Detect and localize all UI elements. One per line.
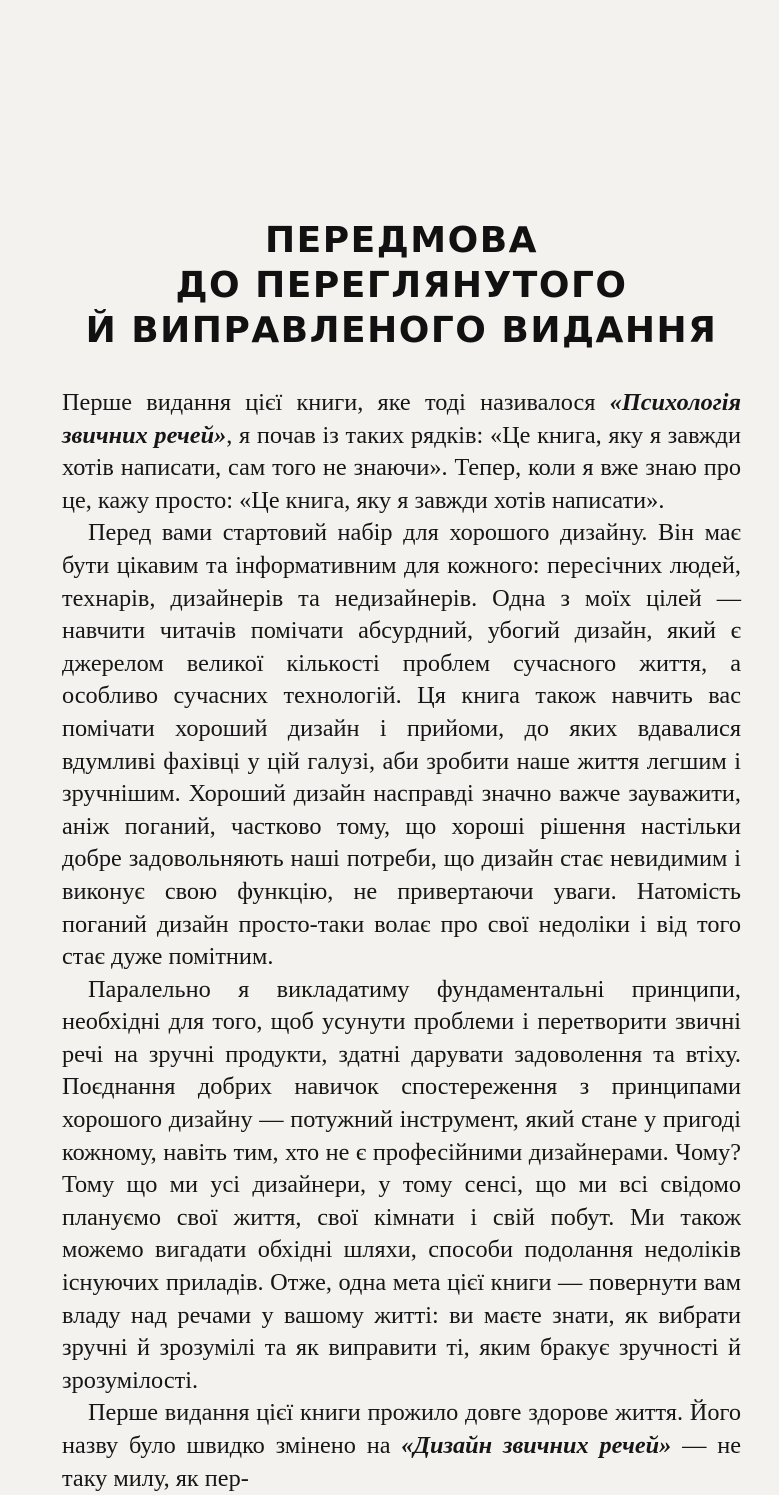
- body-text: [62, 387, 741, 1495]
- paragraph-1: [62, 387, 741, 517]
- book-title-psychology: «Психологія звичних речей»: [62, 389, 741, 449]
- paragraph-1-start: Перше видання цієї книги, яке тоді називалося: [62, 389, 610, 416]
- paragraph-2: Перед вами стартовий набір для хорошого дизайну. Він має бути цікавим та інформативним для кожного: пересічних людей, технарів, дизайнерів та недизайнерів. Одна з моїх цілей — навчити читачів помічати абсурдний, убогий дизайн, який є джерелом великої кількості проблем сучасного життя, а особливо сучасних технологій. Ця книга також навчить вас помічати хороший дизайн і прийоми, до яких вдавалися вдумливі фахівці у цій галузі, аби зробити наше життя легшим і зручнішим. Хороший дизайн насправді значно важче зауважити, аніж поганий, частково тому, що хороші рішення настільки добре задовольняють наші потреби, що дизайн стає невидимим і виконує свою функцію, не привертаючи уваги. Натомість поганий дизайн просто-таки волає про свої недоліки і від того стає дуже помітним.: [62, 519, 741, 971]
- title-line-3: Й ВИПРАВЛЕНОГО ВИДАННЯ: [85, 310, 718, 351]
- paragraph-4: [62, 1397, 741, 1495]
- title-line-2: ДО ПЕРЕГЛЯНУТОГО: [175, 265, 628, 306]
- paragraph-1-end: , я почав із таких рядків: «Це книга, яку я завжди хотів написати, сам того не знаючи». Тепер, коли я вже знаю про це, кажу просто: «Це книга, яку я завжди хотів написати».: [62, 421, 741, 514]
- paragraph-4-end: — не таку милу, як пер-: [62, 1432, 741, 1492]
- paragraph-4-start: Перше видання цієї книги прожило довге здорове життя. Його назву було швидко змінено на: [62, 1399, 741, 1459]
- title-line-1: ПЕРЕДМОВА: [265, 220, 538, 261]
- paragraph-3: Паралельно я викладатиму фундаментальні принципи, необхідні для того, щоб усунути проблеми і перетворити звичні речі на зручні продукти, здатні дарувати задоволення та втіху. Поєднання добрих навичок спостереження з принципами хорошого дизайну — потужний інструмент, який стане у пригоді кожному, навіть тим, хто не є професійними дизайнерами. Чому? Тому що ми усі дизайнери, у тому сенсі, що ми всі свідомо плануємо свої життя, свої кімнати і свій побут. Ми також можемо вигадати обхідні шляхи, способи подолання недоліків існуючих приладів. Отже, одна мета цієї книги — повернути вам владу над речами у вашому житті: ви маєте знати, як вибрати зручні й зрозумілі та як виправити ті, яким бракує зручності й зрозумілості.: [62, 975, 741, 1394]
- chapter-title: [62, 218, 741, 353]
- book-title-design: «Дизайн звичних речей»: [401, 1432, 672, 1459]
